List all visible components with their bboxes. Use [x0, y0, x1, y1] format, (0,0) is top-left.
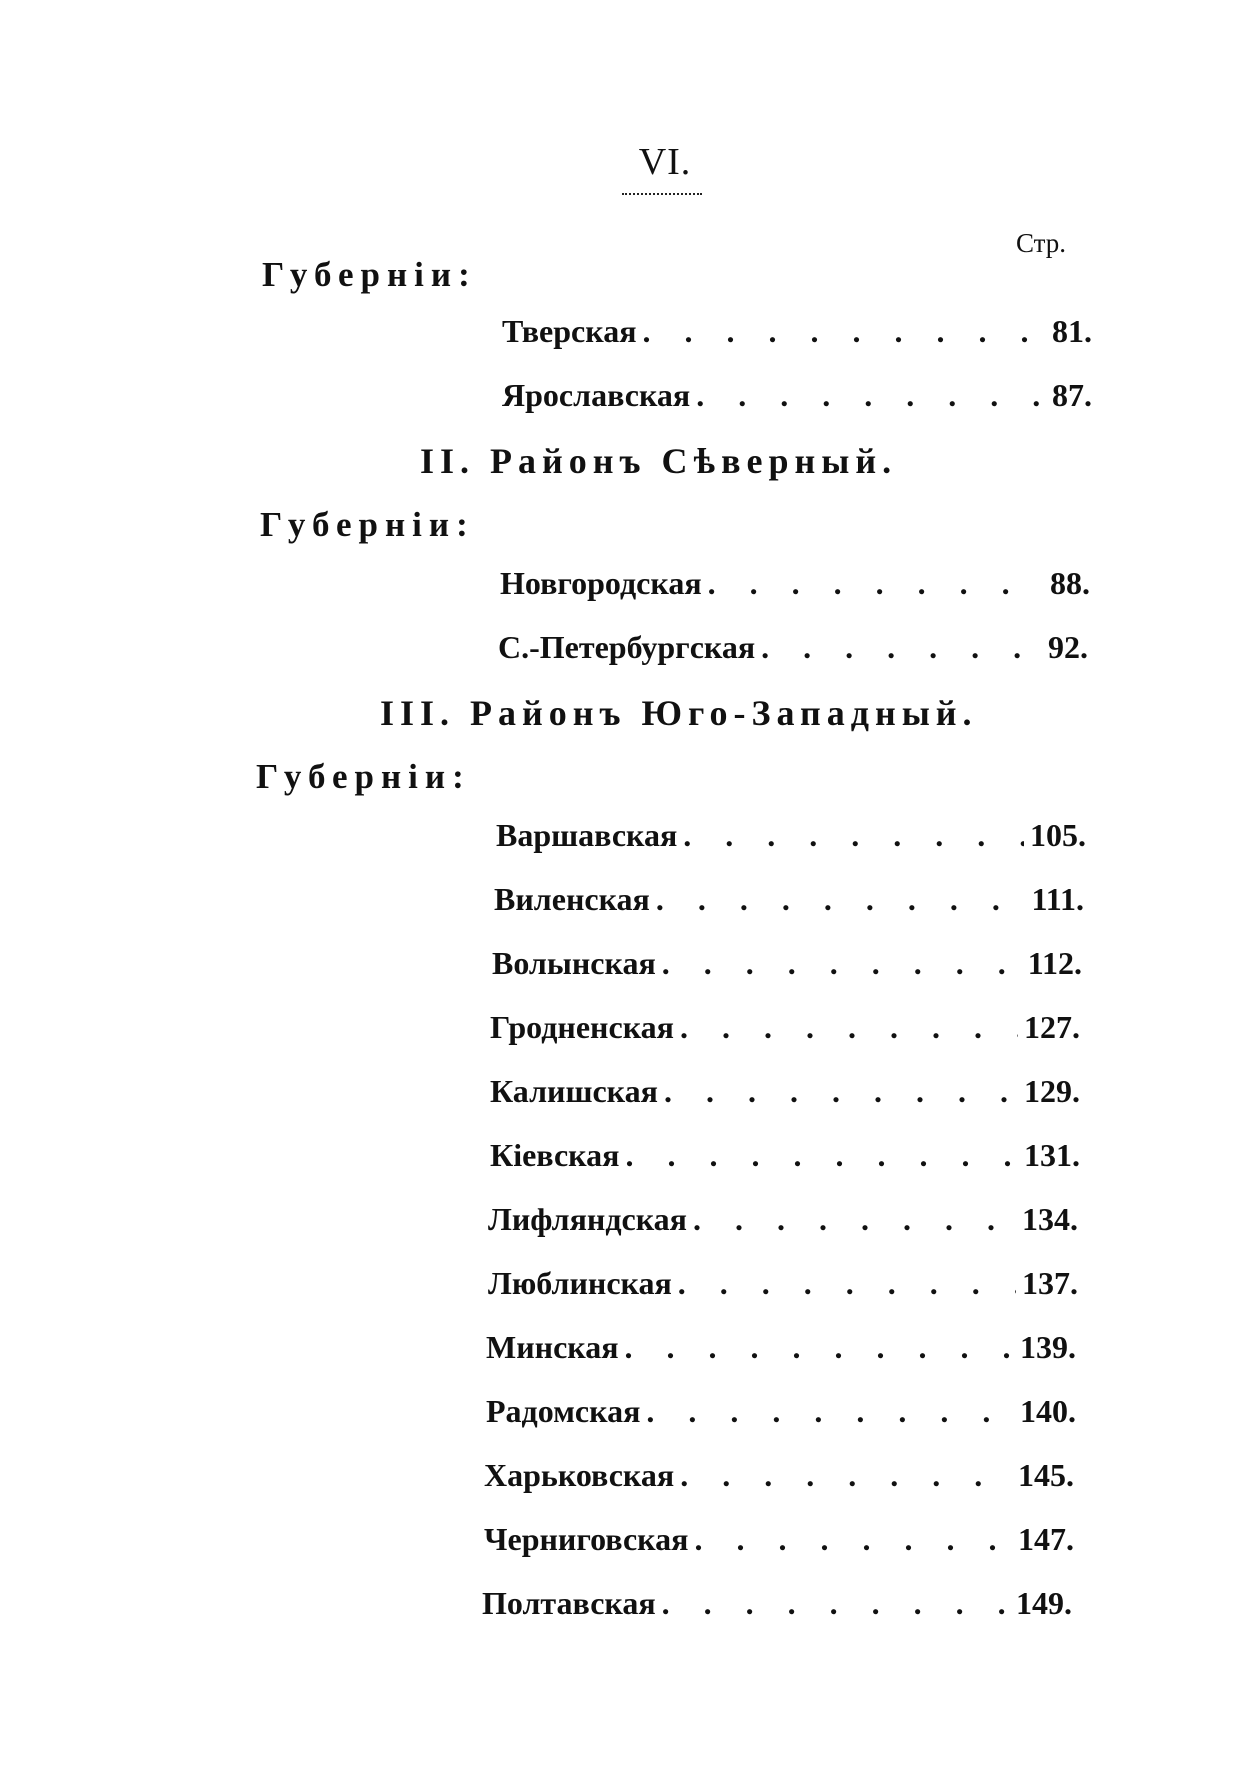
dot-leader	[656, 881, 1026, 918]
toc-entry	[490, 1073, 1080, 1110]
entry-name: Гродненская	[490, 1009, 674, 1045]
dot-leader	[662, 1585, 1010, 1622]
entry-page-number: 112.	[1027, 945, 1082, 981]
toc-entry	[502, 377, 1092, 414]
entry-page-number: 105.	[1030, 817, 1086, 853]
entry-page-number: 92.	[1048, 629, 1088, 665]
entry-page-number: 129.	[1024, 1073, 1080, 1109]
entry-page-number: 137.	[1022, 1265, 1078, 1301]
toc-entry	[486, 1329, 1076, 1366]
toc-entry	[496, 817, 1086, 854]
toc-entry	[498, 629, 1088, 666]
dot-leader	[646, 1393, 1014, 1430]
dot-leader	[694, 1521, 1012, 1558]
entry-name: Лифляндская	[488, 1201, 687, 1237]
entry-name: Виленская	[494, 881, 650, 917]
entry-page-number: 81.	[1052, 313, 1092, 349]
entry-page-number: 127.	[1024, 1009, 1080, 1045]
entry-page-number: 149.	[1016, 1585, 1072, 1621]
toc-entry	[488, 1265, 1078, 1302]
entry-page-number: 111.	[1031, 881, 1084, 917]
toc-entry	[494, 881, 1084, 918]
toc-entry	[484, 1457, 1074, 1494]
toc-entry	[490, 1009, 1080, 1046]
dot-leader	[662, 945, 1022, 982]
dot-leader	[625, 1329, 1014, 1366]
entry-name: Люблинская	[488, 1265, 672, 1301]
dot-leader	[664, 1073, 1018, 1110]
entry-page-number: 87.	[1052, 377, 1092, 413]
entry-page-number: 140.	[1020, 1393, 1076, 1429]
entry-name: Кіевская	[490, 1137, 620, 1173]
entry-page-number: 134.	[1022, 1201, 1078, 1237]
group-label: Губерніи:	[260, 505, 475, 544]
entry-name: Полтавская	[482, 1585, 656, 1621]
entry-name: Радомская	[486, 1393, 641, 1429]
entry-name: Черниговская	[484, 1521, 689, 1557]
toc-entry	[490, 1137, 1080, 1174]
dot-leader	[643, 313, 1047, 350]
entry-name: Варшавская	[496, 817, 678, 853]
entry-name: С.-Петербургская	[498, 629, 756, 665]
toc-entry	[502, 313, 1092, 350]
entry-page-number: 131.	[1024, 1137, 1080, 1173]
page-column-header: Стр.	[1016, 228, 1067, 258]
entry-page-number: 145.	[1018, 1457, 1074, 1493]
dot-leader	[625, 1137, 1018, 1174]
entry-page-number: 147.	[1018, 1521, 1074, 1557]
entry-name: Новгородская	[500, 565, 702, 601]
entry-name: Тверская	[502, 313, 637, 349]
page-number: VI.	[638, 141, 692, 183]
toc-entry	[488, 1201, 1078, 1238]
group-label: Губерніи:	[262, 255, 477, 294]
entry-name: Харьковская	[484, 1457, 675, 1493]
section-heading: III. Районъ Юго-Западный.	[380, 693, 978, 733]
dot-leader	[708, 565, 1044, 602]
dot-leader	[696, 377, 1046, 414]
dot-leader	[693, 1201, 1016, 1238]
toc-entry	[500, 565, 1090, 602]
dot-leader	[761, 629, 1042, 666]
entry-page-number: 139.	[1020, 1329, 1076, 1365]
entry-name: Волынская	[492, 945, 656, 981]
entry-name: Минская	[486, 1329, 619, 1365]
dot-leader	[680, 1009, 1018, 1046]
toc-entry	[486, 1393, 1076, 1430]
dot-leader	[683, 817, 1024, 854]
group-label: Губерніи:	[256, 757, 471, 796]
page-number-divider	[622, 193, 702, 195]
entry-page-number: 88.	[1050, 565, 1090, 601]
dot-leader	[678, 1265, 1016, 1302]
toc-entry	[482, 1585, 1072, 1622]
section-heading: II. Районъ Сѣверный.	[420, 441, 898, 481]
toc-entry	[492, 945, 1082, 982]
entry-name: Ярославская	[502, 377, 691, 413]
entry-name: Калишская	[490, 1073, 658, 1109]
dot-leader	[680, 1457, 1012, 1494]
toc-entry	[484, 1521, 1074, 1558]
